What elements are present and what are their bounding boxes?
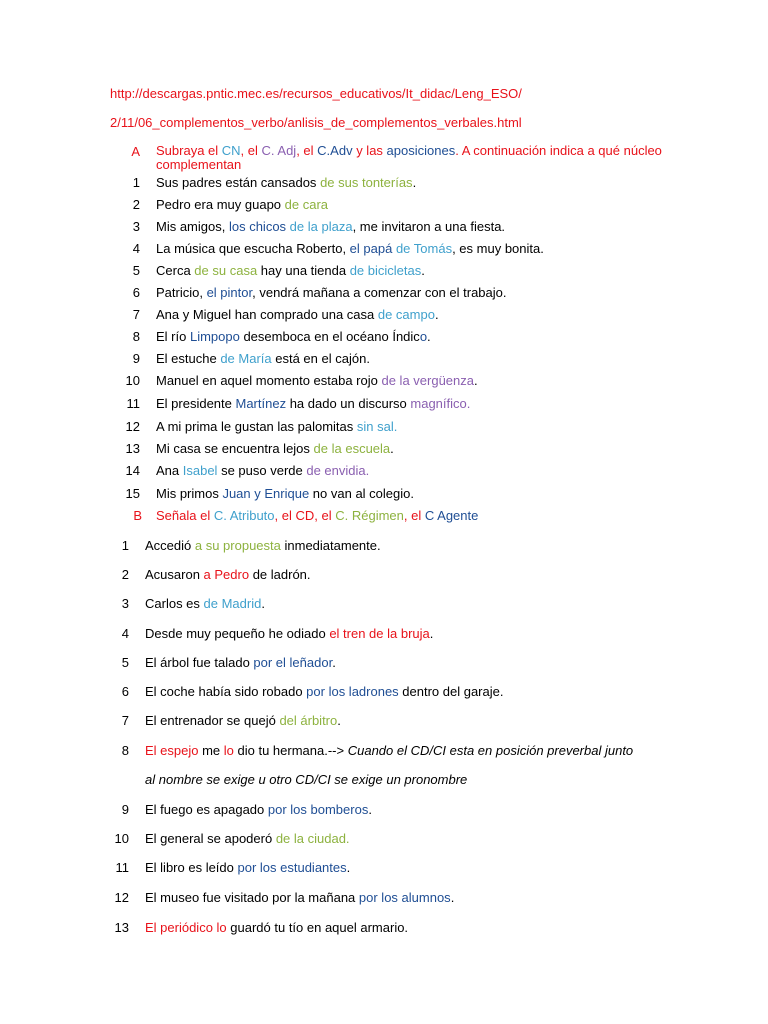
item-text (156, 144, 676, 172)
item-number: 4 (121, 626, 129, 641)
text-segment: , el (240, 143, 262, 158)
text-segment: de ladrón. (249, 567, 311, 582)
item-text (156, 419, 397, 434)
text-segment: de envidia. (306, 463, 370, 478)
item-text (145, 860, 350, 875)
item-number: 11 (115, 860, 129, 875)
text-segment: Juan y Enrique (222, 486, 310, 501)
text-segment: El periódico lo (145, 920, 227, 935)
text-segment: El estuche (156, 351, 221, 366)
item-number: 1 (121, 538, 129, 553)
text-segment: por los bomberos (267, 802, 369, 817)
text-segment: C. Adj (261, 143, 297, 158)
text-segment: El río (156, 329, 190, 344)
item-text (145, 920, 408, 935)
text-segment: C.Adv (317, 143, 353, 158)
item-text (156, 508, 478, 523)
item-number: 3 (132, 219, 140, 234)
item-text (156, 373, 478, 388)
text-segment: a Pedro (203, 567, 250, 582)
text-segment: , el (403, 508, 425, 523)
item-text (145, 743, 633, 758)
text-segment: C. Régimen (335, 508, 404, 523)
text-segment: me (198, 743, 224, 758)
item-number: 13 (114, 920, 129, 935)
text-segment: sin sal. (356, 419, 398, 434)
source-url-line-1[interactable]: http://descargas.pntic.mec.es/recursos_educativos/It_didac/Leng_ESO/ (110, 86, 522, 101)
item-number: 14 (125, 463, 140, 478)
text-segment: de María (220, 351, 272, 366)
text-segment: aposiciones (386, 143, 456, 158)
item-number: 9 (121, 802, 129, 817)
text-segment: El museo fue visitado por la mañana (145, 890, 359, 905)
text-segment: C. Atributo (213, 508, 275, 523)
text-segment: Subraya el (156, 143, 222, 158)
text-segment: de cara (284, 197, 329, 212)
text-segment: El presidente (156, 396, 236, 411)
item-text (156, 285, 507, 300)
item-text (145, 684, 503, 699)
text-segment: . (429, 626, 434, 641)
text-segment: los chicos (228, 219, 290, 234)
text-segment: . (421, 263, 425, 278)
item-number: 9 (132, 351, 140, 366)
item-text (145, 567, 311, 582)
text-segment: , el (314, 508, 336, 523)
text-segment: . (390, 441, 394, 456)
text-segment: Manuel en aquel momento estaba rojo (156, 373, 382, 388)
item-number: 5 (121, 655, 129, 670)
text-segment: . (434, 307, 439, 322)
text-segment: El espejo (145, 743, 199, 758)
item-number: 10 (114, 831, 129, 846)
item-number: 1 (132, 175, 140, 190)
text-segment: de la escuela (313, 441, 391, 456)
text-segment: por el leñador (253, 655, 333, 670)
item-number: 8 (132, 329, 140, 344)
text-segment: CD (295, 508, 315, 523)
item-text (156, 351, 370, 366)
item-number: 11 (126, 396, 140, 411)
text-segment: El general se apoderó (145, 831, 276, 846)
text-segment: El entrenador se quejó (145, 713, 280, 728)
item-text (145, 772, 467, 787)
text-segment: . (368, 802, 372, 817)
text-segment: de la ciudad. (275, 831, 350, 846)
text-segment: . (474, 373, 478, 388)
text-segment: , el (296, 143, 318, 158)
text-segment: El fuego es apagado (145, 802, 268, 817)
text-segment: de campo (377, 307, 435, 322)
item-text (156, 396, 470, 411)
text-segment: guardó tu tío en aquel armario. (226, 920, 409, 935)
text-segment: El árbol fue talado (145, 655, 254, 670)
text-segment: por los ladrones (306, 684, 399, 699)
item-text (156, 197, 328, 212)
text-segment: . (261, 596, 265, 611)
text-segment: Accedió (145, 538, 195, 553)
text-segment: Cerca (156, 263, 195, 278)
item-number: 2 (121, 567, 129, 582)
text-segment: Cuando el CD/CI esta en posición preverbal junto (347, 743, 634, 758)
text-segment: A mi prima le gustan las palomitas (156, 419, 357, 434)
item-number: 10 (125, 373, 140, 388)
item-number: 15 (125, 486, 140, 501)
text-segment: el pintor (206, 285, 253, 300)
text-segment: de bicicletas (349, 263, 422, 278)
text-segment: . (332, 655, 336, 670)
text-segment: por los estudiantes (237, 860, 347, 875)
item-number: 7 (121, 713, 129, 728)
text-segment: , es muy bonita. (452, 241, 544, 256)
item-number: 8 (121, 743, 129, 758)
item-text (156, 241, 544, 256)
text-segment: Mis amigos, (156, 219, 229, 234)
text-segment: . (427, 329, 431, 344)
text-segment: de sus tonterías (320, 175, 413, 190)
item-text (156, 486, 414, 501)
text-segment: lo (223, 743, 234, 758)
item-text (145, 831, 350, 846)
text-segment: Patricio, (156, 285, 207, 300)
text-segment: hay una tienda (257, 263, 350, 278)
text-segment: está en el cajón. (271, 351, 370, 366)
item-number: 6 (121, 684, 129, 699)
text-segment: Ana (156, 463, 183, 478)
text-segment: del árbitro (279, 713, 338, 728)
text-segment: Pedro era muy guapo (156, 197, 285, 212)
item-number: 12 (114, 890, 129, 905)
item-number: 4 (132, 241, 140, 256)
text-segment: Limpopo (189, 329, 240, 344)
item-text (145, 713, 341, 728)
item-number: 2 (132, 197, 140, 212)
text-segment: Sus padres están cansados (156, 175, 321, 190)
item-number: 7 (132, 307, 140, 322)
item-text (145, 890, 454, 905)
item-text (156, 263, 425, 278)
text-segment: al nombre se exige u otro CD/CI se exige un pronombre (145, 772, 468, 787)
text-segment: a su propuesta (194, 538, 281, 553)
text-segment: CN (221, 143, 241, 158)
text-segment: el papá (349, 241, 396, 256)
source-url-line-2[interactable]: 2/11/06_complementos_verbo/anlisis_de_complementos_verbales.html (110, 115, 522, 130)
item-text (156, 463, 369, 478)
item-text (145, 626, 433, 641)
text-segment: , el (274, 508, 296, 523)
text-segment: de su casa (194, 263, 258, 278)
text-segment: no van al colegio. (309, 486, 414, 501)
text-segment: Carlos es (145, 596, 204, 611)
text-segment: de la plaza (289, 219, 353, 234)
text-segment: Ana y Miguel han comprado una casa (156, 307, 378, 322)
text-segment: Isabel (182, 463, 218, 478)
text-segment: o (419, 329, 428, 344)
text-segment: Martínez (235, 396, 287, 411)
text-segment: de Tomás (395, 241, 453, 256)
text-segment: C Agente (424, 508, 479, 523)
text-segment: dio tu hermana.--> (233, 743, 348, 758)
text-segment: dentro del garaje. (398, 684, 504, 699)
text-segment: magnífico. (406, 396, 471, 411)
text-segment: Señala el (156, 508, 214, 523)
item-text (145, 596, 265, 611)
item-number: B (133, 508, 142, 523)
item-number: A (131, 144, 140, 159)
text-segment: . A continuación indica a qué núcleo complementan (156, 143, 662, 172)
text-segment: Mis primos (156, 486, 223, 501)
text-segment: . (346, 860, 351, 875)
text-segment: y las (352, 143, 387, 158)
item-text (156, 329, 431, 344)
text-segment: de Madrid (203, 596, 262, 611)
text-segment: el tren de la bruja (329, 626, 430, 641)
item-number: 3 (121, 596, 129, 611)
text-segment: . (450, 890, 455, 905)
text-segment: La música que escucha Roberto, (156, 241, 350, 256)
item-text (145, 802, 372, 817)
text-segment: . (337, 713, 341, 728)
text-segment: El libro es leído (145, 860, 238, 875)
text-segment: ha dado un discurso (286, 396, 407, 411)
text-segment: Acusaron (145, 567, 204, 582)
item-text (156, 441, 394, 456)
text-segment: por los alumnos (358, 890, 451, 905)
item-text (145, 538, 381, 553)
item-number: 13 (125, 441, 140, 456)
text-segment: desemboca en el océano Índic (239, 329, 420, 344)
text-segment: de la vergüenza (381, 373, 474, 388)
item-number: 12 (125, 419, 140, 434)
item-number: 5 (132, 263, 140, 278)
text-segment: inmediatamente. (280, 538, 381, 553)
text-segment: Mi casa se encuentra lejos (156, 441, 314, 456)
item-text (156, 307, 439, 322)
item-text (145, 655, 336, 670)
item-number: 6 (132, 285, 140, 300)
item-text (156, 175, 416, 190)
text-segment: , me invitaron a una fiesta. (352, 219, 506, 234)
text-segment: , vendrá mañana a comenzar con el trabajo. (252, 285, 507, 300)
text-segment: . (412, 175, 417, 190)
text-segment: Desde muy pequeño he odiado (145, 626, 330, 641)
text-segment: se puso verde (217, 463, 307, 478)
item-text (156, 219, 505, 234)
text-segment: El coche había sido robado (145, 684, 307, 699)
